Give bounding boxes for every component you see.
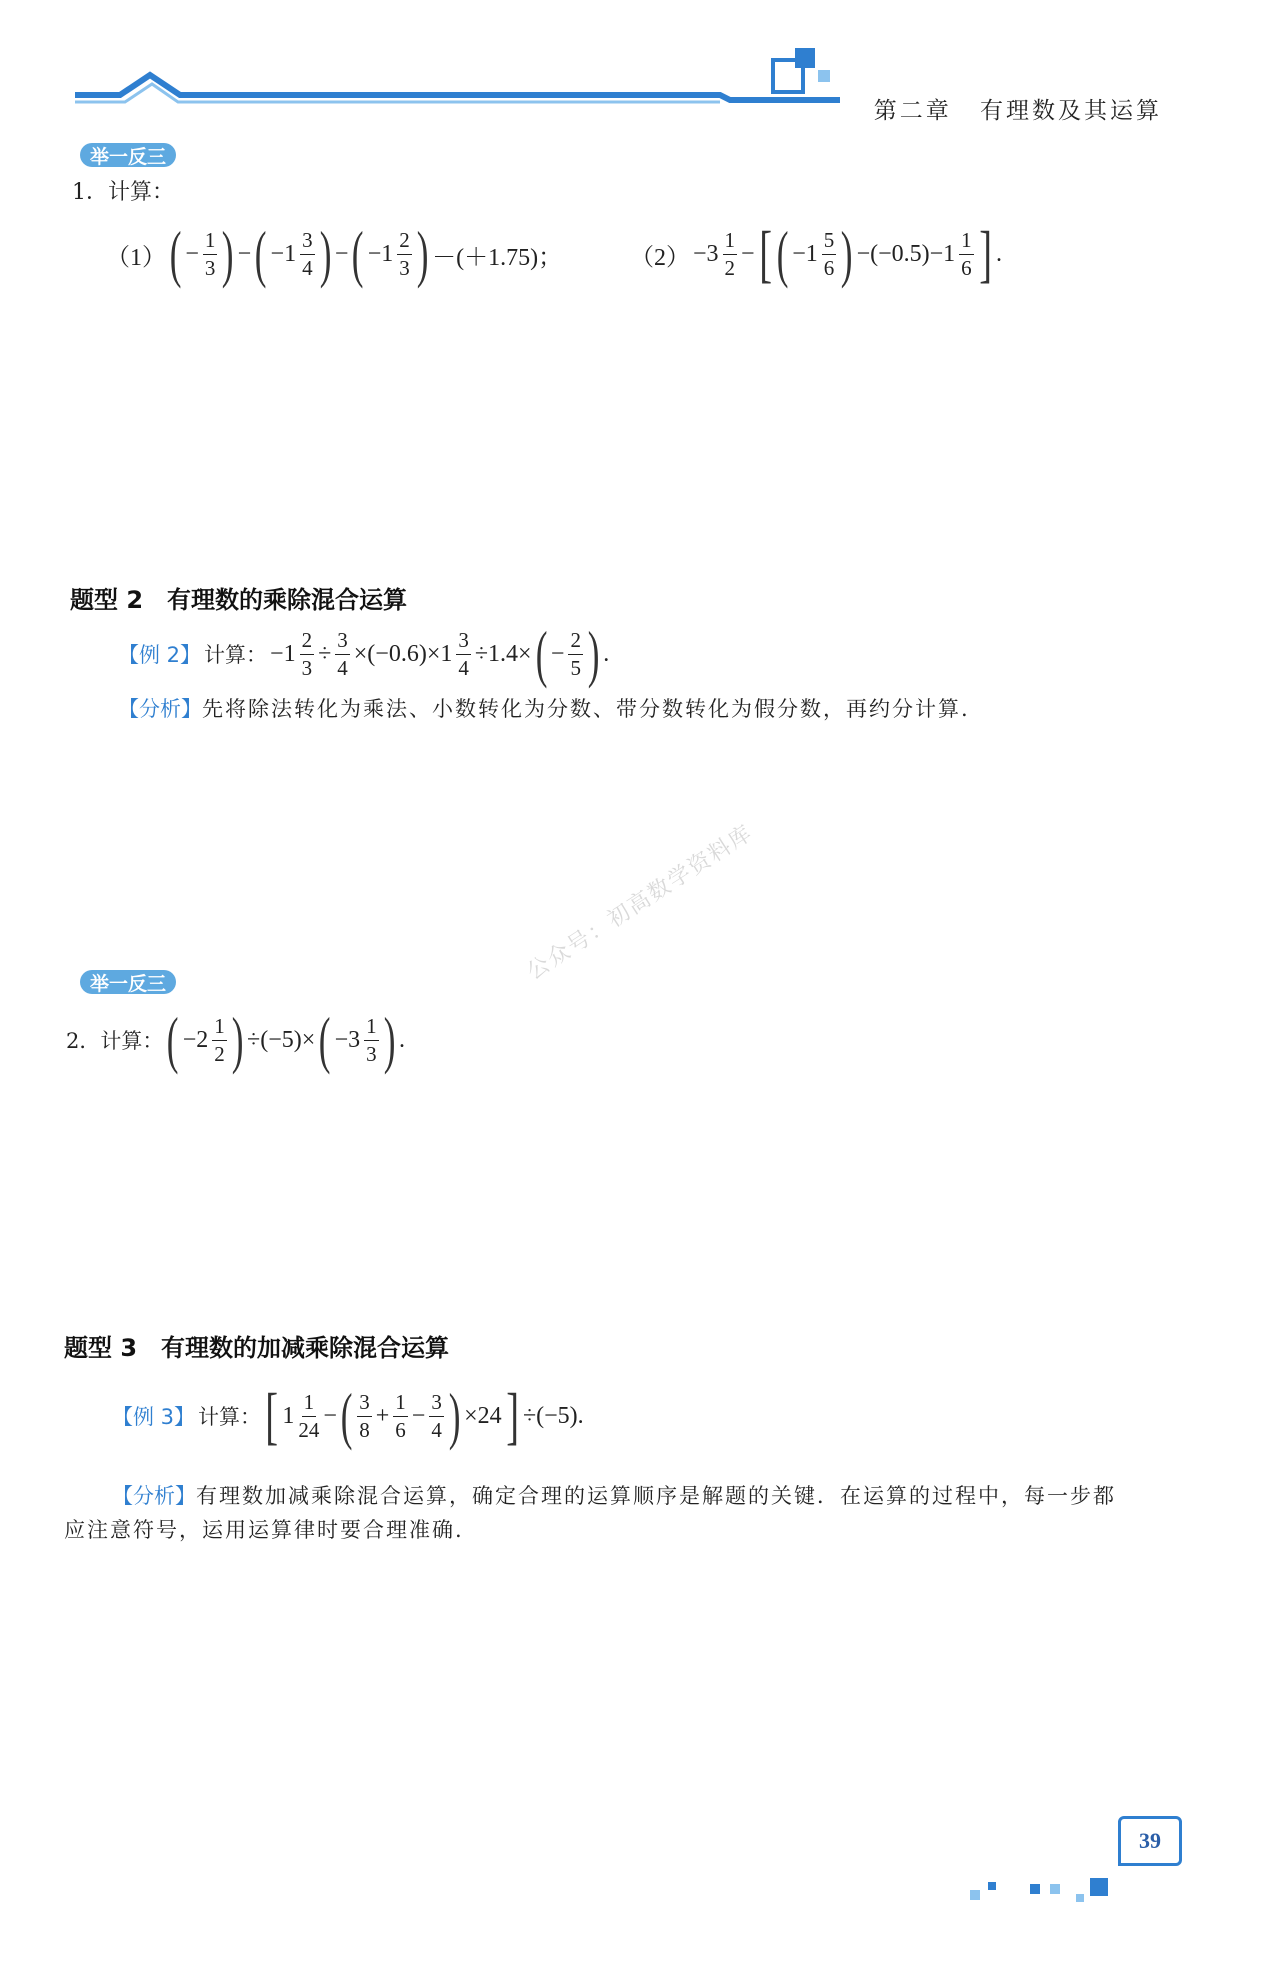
chapter-title: 有理数及其运算 [980, 98, 1162, 124]
watermark: 公众号：初高数学资料库 [522, 820, 758, 986]
analysis-3: 【分析】有理数加减乘除混合运算，确定合理的运算顺序是解题的关键．在运算的过程中，每一步都 [112, 1484, 1116, 1508]
section-3-title: 题型 3 有理数的加减乘除混合运算 [64, 1334, 450, 1362]
footer-decoration [960, 1860, 1260, 1920]
analysis-3-continued: 应注意符号，运用运算律时要合理准确. [64, 1518, 464, 1542]
exercise-1-part-2: （2） −3 $\frac{1}{2}$ − [ ( −1 $\frac{5}{6}$ ) −(−0.5)−1 $\frac{1}{6}$ ] . [630, 218, 1002, 289]
exercise-1-part-1: （1） ( − $\frac{1}{3}$ ) − ( −1 $\frac{3}{4}$ ) − ( −1 $\frac{2}{3}$ ) －(＋1.75)； [106, 218, 563, 289]
page-number: 39 [1118, 1816, 1182, 1866]
practice-tag: 举一反三 [80, 970, 176, 994]
example-2: 【例 2】 计算： −1 $\frac{2}{3}$ ÷ $\frac{3}{4}$ ×(−0.6)×1 $\frac{3}{4}$ ÷1.4× ( − $\frac{2}{5}$ ) . [118, 618, 610, 689]
practice-tag: 举一反三 [80, 143, 176, 167]
chapter-header [874, 92, 1162, 125]
exercise-2: 2．计算： ( −2 $\frac{1}{2}$ ) ÷(−5)× ( −3 $\frac{1}{3}$ ) . [66, 1004, 405, 1075]
chapter-label: 第二章 [873, 98, 952, 124]
section-2-title: 题型 2 有理数的乘除混合运算 [70, 586, 408, 614]
example-3: 【例 3】 计算： [ 1 $\frac{1}{24}$ − ( $\frac{3}{8}$ + $\frac{1}{6}$ − $\frac{3}{4}$ ) ×24 ] ÷(−5). [112, 1380, 584, 1451]
analysis-2: 【分析】先将除法转化为乘法、小数转化为分数、带分数转化为假分数，再约分计算. [118, 697, 970, 721]
exercise-1-prefix: 1．计算： [72, 180, 174, 205]
